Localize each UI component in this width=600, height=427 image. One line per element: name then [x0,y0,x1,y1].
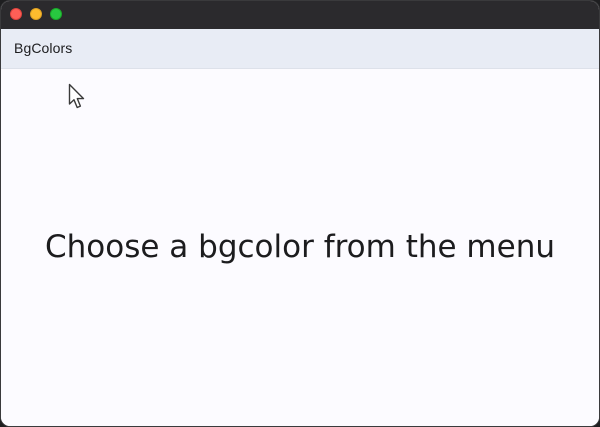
zoom-window-icon[interactable] [50,8,62,20]
title-bar[interactable] [1,1,599,29]
main-content [1,69,599,427]
app-menu-bar [1,29,599,69]
minimize-window-icon[interactable] [30,8,42,20]
mouse-pointer-icon [68,83,88,111]
app-menu-title[interactable]: BgColors [14,40,73,56]
prompt-message: Choose a bgcolor from the menu [45,229,555,265]
close-window-icon[interactable] [10,8,22,20]
